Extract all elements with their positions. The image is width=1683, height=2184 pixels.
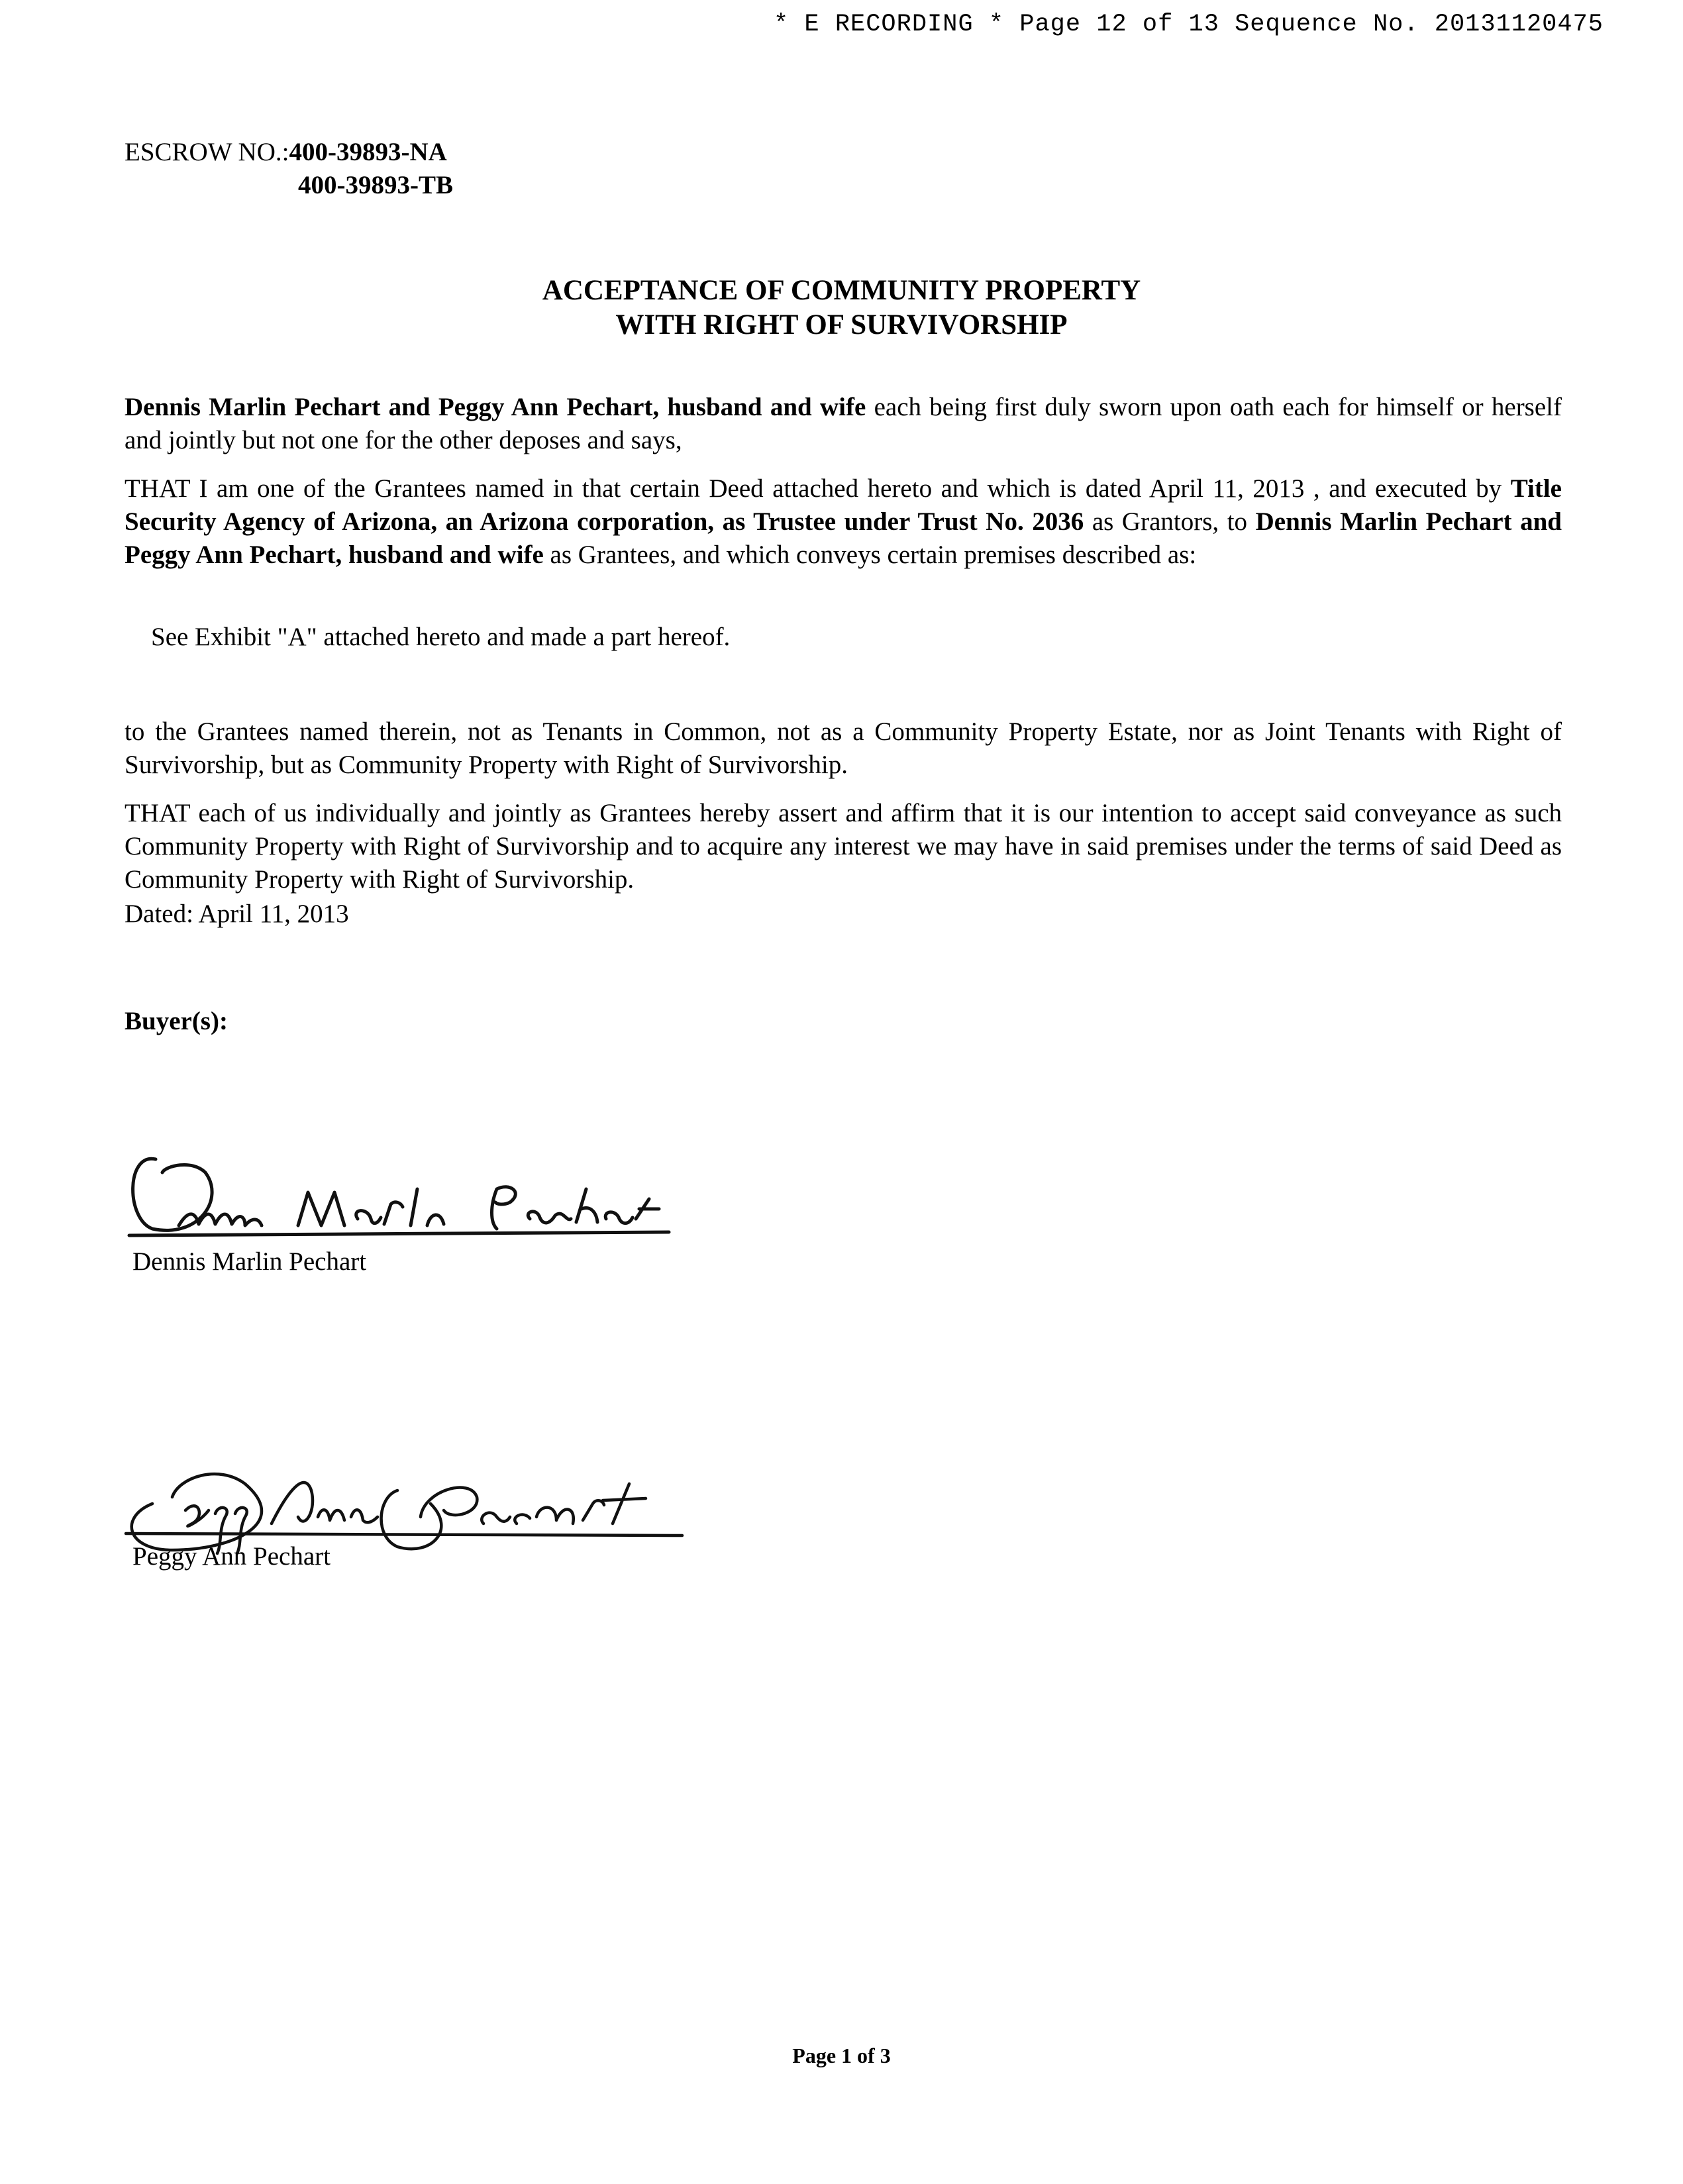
deed-intro: THAT I am one of the Grantees named in that certain Deed attached hereto and which is dated April 11, 2013 , and executed by: [125, 474, 1511, 503]
paragraph-affirmation: THAT each of us individually and jointly as Grantees hereby assert and affirm that it is our intention to accept said conveyance as such Community Property with Right of Survivorship and to acquire any interest we may have in said premises under the terms of said Deed as Community Property with Right of Survivorship.: [125, 799, 1562, 894]
paragraph-deed: [125, 472, 1562, 572]
buyers-label: Buyer(s):: [125, 1007, 228, 1035]
signer-name-peggy: Peggy Ann Pechart: [132, 1542, 331, 1571]
escrow-line-1: [125, 136, 453, 169]
deed-middle: as Grantors, to: [1084, 507, 1256, 536]
dated-line: Dated: April 11, 2013: [125, 900, 349, 928]
escrow-block: [125, 136, 453, 202]
signer-name-dennis: Dennis Marlin Pechart: [132, 1247, 367, 1276]
paragraph-affiants: [125, 391, 1562, 457]
escrow-number-2: 400-39893-TB: [298, 171, 453, 199]
signature-dennis: [99, 1126, 695, 1259]
affiants-oath: each being first duly sworn upon oath each for himself or herself and jointly but not one for the other deposes and says,: [125, 393, 1562, 454]
affiants-names: Dennis Marlin Pechart and Peggy Ann Pechart, husband and wife: [125, 393, 866, 421]
document-title: [0, 274, 1683, 342]
title-line-1: ACCEPTANCE OF COMMUNITY PROPERTY: [542, 275, 1141, 306]
signature-peggy: [99, 1424, 695, 1557]
recording-header: * E RECORDING * Page 12 of 13 Sequence No. 20131120475: [774, 11, 1604, 38]
deed-grantor: Title Security Agency of Arizona, an Arizona corporation, as Trustee under Trust No. 2036: [125, 474, 1562, 536]
page-number: Page 1 of 3: [792, 2044, 891, 2067]
deed-grantees: Dennis Marlin Pechart and Peggy Ann Pechart, husband and wife: [125, 507, 1562, 569]
deed-end: as Grantees, and which conveys certain premises described as:: [543, 541, 1197, 569]
paragraph-tenancy: to the Grantees named therein, not as Tenants in Common, not as a Community Property Estate, nor as Joint Tenants with Right of Survivorship, but as Community Property with Right of Survivorship.: [125, 717, 1562, 779]
paragraph-exhibit: See Exhibit "A" attached hereto and made a part hereof.: [151, 623, 731, 651]
title-line-2: WITH RIGHT OF SURVIVORSHIP: [615, 309, 1068, 340]
escrow-label: ESCROW NO.:: [125, 138, 289, 166]
escrow-number-1: 400-39893-NA: [289, 138, 447, 166]
